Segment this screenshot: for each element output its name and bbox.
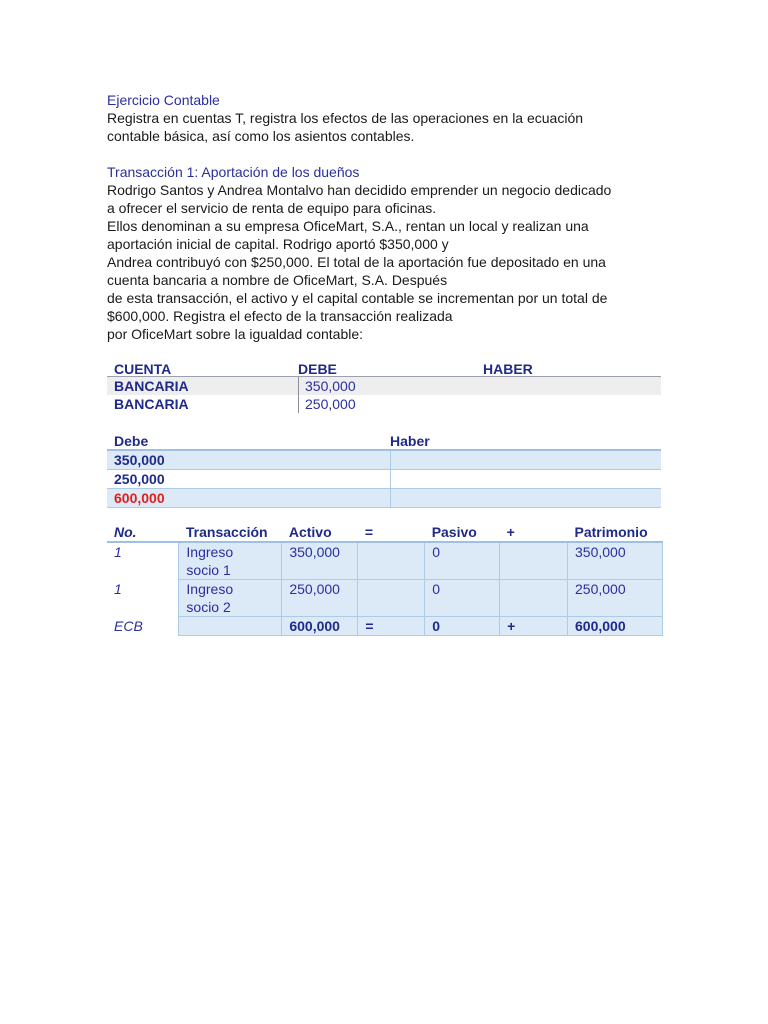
header-plus: +: [500, 523, 568, 542]
row-number: 1: [114, 580, 122, 597]
transaction-cell: [179, 542, 282, 580]
t-account-header: [107, 431, 661, 449]
table-row: [107, 542, 663, 580]
debit-value: 350,000: [298, 377, 356, 395]
transaction-cell: [179, 580, 282, 617]
transaction-paragraph: [107, 181, 663, 343]
debit-value: 250,000: [298, 395, 356, 413]
equals-cell: [358, 580, 425, 617]
activo-total: 600,000: [282, 617, 358, 636]
transaction-label: socio 1: [186, 562, 231, 578]
accounting-equation-table: [107, 523, 663, 636]
transaction-label: Ingreso: [186, 544, 234, 560]
header-pasivo: Pasivo: [425, 523, 500, 542]
equation-header-row: [107, 523, 663, 542]
header-debe: DEBE: [298, 361, 337, 377]
pasivo-cell: 0: [425, 542, 500, 580]
intro-line: contable básica, así como los asientos contables.: [107, 128, 415, 144]
intro-line: Registra en cuentas T, registra los efectos de las operaciones en la ecuación: [107, 110, 584, 126]
patrimonio-cell: 350,000: [568, 542, 663, 580]
body-line: $600,000. Registra el efecto de la transacción realizada: [107, 308, 453, 324]
transaction-cell: [179, 617, 282, 636]
header-no: No.: [107, 523, 179, 542]
document: [107, 91, 663, 343]
credit-cell: [391, 489, 661, 507]
total-label: ECB: [114, 617, 143, 634]
header-equals: =: [358, 523, 425, 542]
t-account-row: [107, 451, 661, 470]
body-line: de esta transacción, el activo y el capital contable se incrementan por un total de: [107, 290, 608, 306]
activo-cell: 350,000: [282, 542, 358, 580]
t-account-table: [107, 431, 661, 508]
debit-cell: 250,000: [107, 470, 391, 488]
header-haber: HABER: [483, 361, 533, 377]
body-line: aportación inicial de capital. Rodrigo aportó $350,000 y: [107, 236, 449, 252]
account-name: BANCARIA: [114, 396, 189, 412]
patrimonio-cell: 250,000: [568, 580, 663, 617]
journal-entry-table: [107, 358, 661, 413]
credit-cell: [391, 470, 661, 488]
plus-cell: [500, 580, 568, 617]
row-number: 1: [114, 544, 122, 560]
plus-cell: [500, 542, 568, 580]
body-line: a ofrecer el servicio de renta de equipo para oficinas.: [107, 200, 437, 216]
t-account-total-row: [107, 489, 661, 508]
header-activo: Activo: [282, 523, 358, 542]
activo-cell: 250,000: [282, 580, 358, 617]
intro-paragraph: [107, 109, 663, 145]
header-transaccion: Transacción: [179, 523, 282, 542]
body-line: cuenta bancaria a nombre de OficeMart, S.A. Después: [107, 272, 448, 288]
patrimonio-total: 600,000: [568, 617, 663, 636]
debit-total-cell: 600,000: [107, 489, 391, 507]
journal-row: [107, 377, 661, 395]
header-cuenta: CUENTA: [114, 361, 172, 377]
journal-row: [107, 395, 661, 413]
plus-sign: +: [500, 617, 568, 636]
total-row: [107, 617, 663, 636]
transaction-label: socio 2: [186, 599, 231, 615]
pasivo-total: 0: [425, 617, 500, 636]
credit-cell: [391, 451, 661, 469]
transaction-label: Ingreso: [186, 581, 234, 597]
body-line: Ellos denominan a su empresa OficeMart, S.A., rentan un local y realizan una: [107, 218, 589, 234]
body-line: por OficeMart sobre la igualdad contable:: [107, 326, 364, 342]
header-debe: Debe: [114, 433, 149, 449]
body-line: Rodrigo Santos y Andrea Montalvo han decidido emprender un negocio dedicado: [107, 182, 612, 198]
t-account-row: [107, 470, 661, 489]
account-name: BANCARIA: [114, 378, 189, 394]
table-row: [107, 580, 663, 617]
equals-cell: [358, 542, 425, 580]
transaction-heading: Transacción 1: Aportación de los dueños: [107, 164, 360, 180]
header-patrimonio: Patrimonio: [568, 523, 663, 542]
exercise-title: Ejercicio Contable: [107, 92, 220, 108]
journal-header-row: [107, 358, 661, 376]
debit-cell: 350,000: [107, 451, 391, 469]
header-haber: Haber: [390, 433, 430, 449]
equals-sign: =: [358, 617, 425, 636]
pasivo-cell: 0: [425, 580, 500, 617]
body-line: Andrea contribuyó con $250,000. El total de la aportación fue depositado en una: [107, 254, 606, 270]
